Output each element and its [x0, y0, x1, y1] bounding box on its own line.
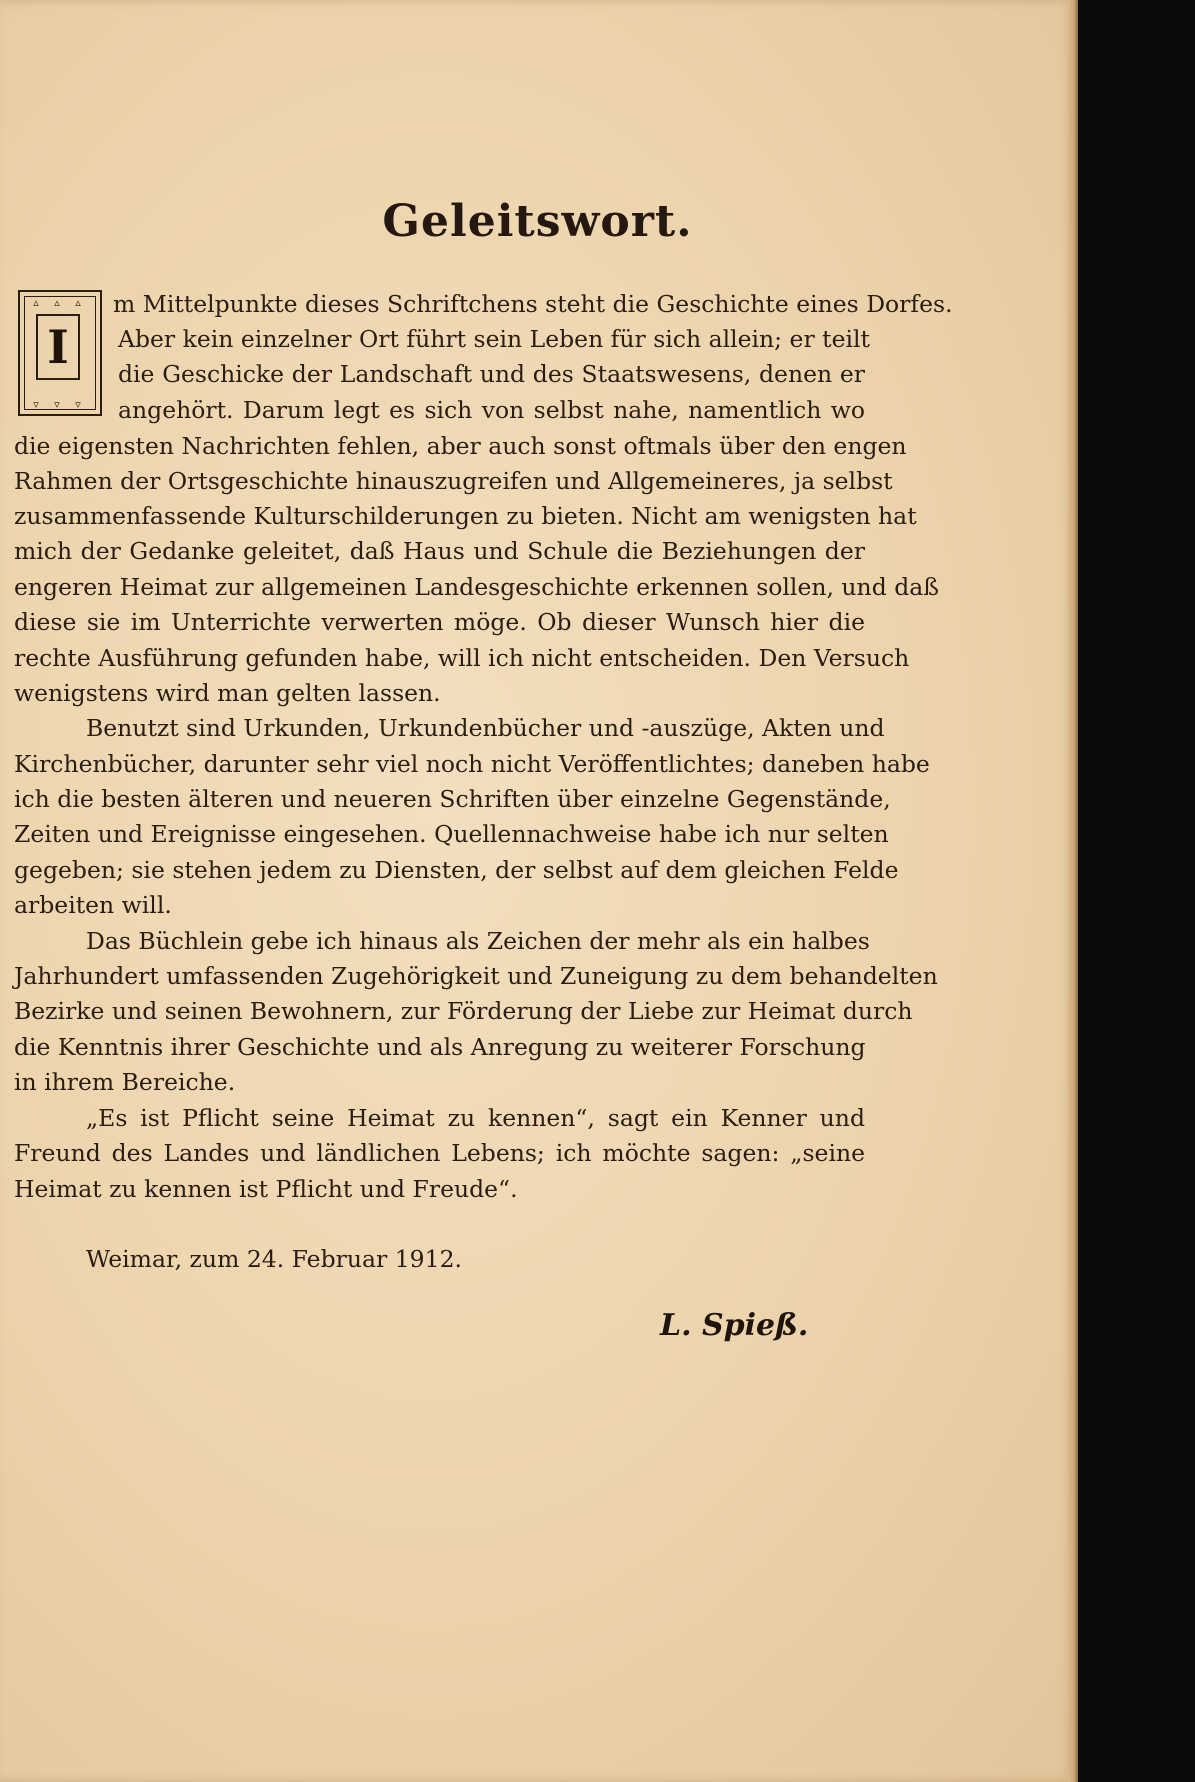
text-line: die Kenntnis ihrer Geschichte und als Anregung zu weiterer Forschung — [14, 1033, 866, 1061]
text-line: Jahrhundert umfassenden Zugehörigkeit und Zuneigung zu dem behandelten — [14, 962, 938, 990]
drop-cap-ornament-bottom: ▿ ▿ ▿ — [33, 398, 87, 411]
text-line: zusammenfassende Kulturschilderungen zu bieten. Nicht am wenigsten hat — [14, 502, 917, 530]
text-line: Zeiten und Ereignisse eingesehen. Quellennachweise habe ich nur selten — [14, 820, 889, 848]
author-signature: L. Spieß. — [660, 1308, 809, 1343]
text-line: Heimat zu kennen ist Pflicht und Freude“. — [14, 1175, 518, 1203]
text-line: Freund des Landes und ländlichen Lebens; ich möchte sagen: „seine — [14, 1139, 865, 1167]
text-line: Das Büchlein gebe ich hinaus als Zeichen der mehr als ein halbes — [86, 927, 870, 955]
text-line: engeren Heimat zur allgemeinen Landesgeschichte erkennen sollen, und daß — [14, 573, 939, 601]
drop-cap-letter: I — [47, 320, 69, 374]
text-line: ich die besten älteren und neueren Schriften über einzelne Gegenstände, — [14, 785, 891, 813]
text-line: angehört. Darum legt es sich von selbst nahe, namentlich wo — [118, 396, 865, 424]
text-line: gegeben; sie stehen jedem zu Diensten, der selbst auf dem gleichen Felde — [14, 856, 899, 884]
text-line: die Geschicke der Landschaft und des Staatswesens, denen er — [118, 360, 865, 388]
drop-cap-initial — [18, 290, 102, 416]
drop-cap-ornament-top: ▵ ▵ ▵ — [33, 296, 87, 309]
text-line: Benutzt sind Urkunden, Urkundenbücher und -auszüge, Akten und — [86, 714, 885, 742]
text-line: Bezirke und seinen Bewohnern, zur Förderung der Liebe zur Heimat durch — [14, 997, 913, 1025]
text-line: Aber kein einzelner Ort führt sein Leben für sich allein; er teilt — [118, 325, 870, 353]
page-title: Geleitswort. — [382, 196, 693, 247]
text-line: die eigensten Nachrichten fehlen, aber auch sonst oftmals über den engen — [14, 432, 907, 460]
text-line: wenigstens wird man gelten lassen. — [14, 679, 441, 707]
date-line: Weimar, zum 24. Februar 1912. — [86, 1245, 462, 1273]
text-line: Rahmen der Ortsgeschichte hinauszugreifen und Allgemeineres, ja selbst — [14, 467, 893, 495]
page-edge — [1068, 0, 1078, 1782]
text-line: m Mittelpunkte dieses Schriftchens steht die Geschichte eines Dorfes. — [113, 290, 953, 318]
text-line: rechte Ausführung gefunden habe, will ich nicht entscheiden. Den Versuch — [14, 644, 910, 672]
text-line: Kirchenbücher, darunter sehr viel noch nicht Veröffentlichtes; daneben habe — [14, 750, 930, 778]
text-line: in ihrem Bereiche. — [14, 1068, 236, 1096]
text-line: arbeiten will. — [14, 891, 172, 919]
text-line: diese sie im Unterrichte verwerten möge. Ob dieser Wunsch hier die — [14, 608, 865, 636]
drop-cap-letterbox — [36, 314, 80, 380]
text-line: „Es ist Pflicht seine Heimat zu kennen“, sagt ein Kenner und — [86, 1104, 865, 1132]
text-line: mich der Gedanke geleitet, daß Haus und Schule die Beziehungen der — [14, 537, 865, 565]
